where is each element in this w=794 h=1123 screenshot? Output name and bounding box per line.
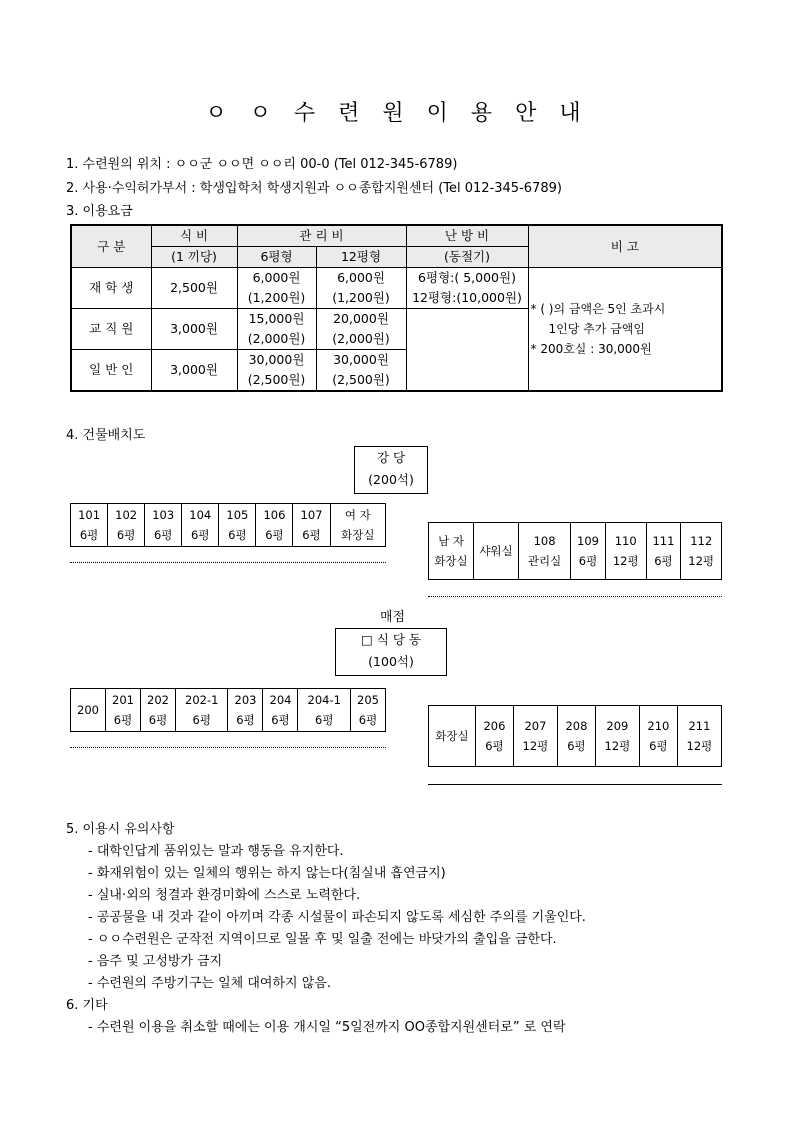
row-heat-empty [406,309,528,392]
floor2-left-rooms [70,688,386,732]
row-label: 재 학 생 [71,268,151,309]
note-cell [528,268,722,392]
etc-item: - 수련원 이용을 취소할 때에는 이용 개시일 “5일전까지 OO종합지원센터로” 로 연락 [88,1020,566,1035]
room-cell: 202-1 6평 [176,689,228,732]
room-cell: 105 6평 [219,504,256,547]
row-12: 20,000원 (2,000원) [316,309,406,350]
divider [428,596,722,597]
divider [428,784,722,785]
header-mgmt: 관 리 비 [237,225,406,247]
header-note: 비 고 [528,225,722,268]
room-cell: 200 [71,689,106,732]
table-row [71,268,722,309]
fee-table [70,224,723,392]
divider [70,562,386,563]
header-meal-sub: (1 끼당) [151,247,237,268]
caution-item: - 화재위험이 있는 일체의 행위는 하지 않는다(침실내 흡연금지) [88,866,446,881]
hall-capacity: (200석) [368,472,414,487]
room-cell: 112 12평 [681,523,722,580]
row-meal: 3,000원 [151,350,237,392]
womens-restroom: 여 자 화장실 [330,504,385,547]
header-meal: 식 비 [151,225,237,247]
room-cell: 209 12평 [595,706,639,767]
row-meal: 3,000원 [151,309,237,350]
row-label: 교 직 원 [71,309,151,350]
room-cell: 104 6평 [182,504,219,547]
department-line: 2. 사용·수익허가부서 : 학생입학처 학생지원과 ㅇㅇ종합지원센터 (Tel 012-345-6789) [66,181,562,196]
row-6: 15,000원 (2,000원) [237,309,316,350]
etc-heading: 6. 기타 [66,998,108,1013]
header-heat: 난 방 비 [406,225,528,247]
caution-item: - 대학인답게 품위있는 말과 행동을 유지한다. [88,844,344,859]
room-cell: 203 6평 [228,689,263,732]
caution-item: - 음주 및 고성방가 금지 [88,954,223,969]
room-cell: 206 6평 [476,706,514,767]
fee-heading: 3. 이용요금 [66,204,133,219]
room-cell: 204-1 6평 [298,689,350,732]
hall-name: 강 당 [376,450,406,465]
room-cell: 208 6평 [557,706,595,767]
row-12: 30,000원 (2,500원) [316,350,406,392]
caution-item: - ㅇㅇ수련원은 군작전 지역이므로 일몰 후 및 일출 전에는 바닷가의 출입을 금한다. [88,932,557,947]
layout-heading: 4. 건물배치도 [66,428,146,443]
header-12: 12평형 [316,247,406,268]
row-6: 30,000원 (2,500원) [237,350,316,392]
room-cell: 207 12평 [513,706,557,767]
cafeteria-name: □ 식 당 동 [361,632,421,647]
room-cell: 101 6평 [71,504,108,547]
room-cell: 110 12평 [605,523,646,580]
note-line: * ( )의 금액은 5인 초과시 [530,302,666,316]
hall-box [354,446,428,494]
page-title: ㅇ ㅇ 수 련 원 이 용 안 내 [205,101,589,126]
room-cell: 103 6평 [145,504,182,547]
floor2-right-rooms [428,705,722,767]
room-cell: 111 6평 [646,523,681,580]
header-heat-sub: (동절기) [406,247,528,268]
cafeteria-capacity: (100석) [368,654,414,669]
header-6: 6평형 [237,247,316,268]
room-cell: 211 12평 [677,706,721,767]
divider [70,747,386,748]
row-6: 6,000원 (1,200원) [237,268,316,309]
room-cell: 205 6평 [350,689,385,732]
row-label: 일 반 인 [71,350,151,392]
caution-item: - 수련원의 주방기구는 일체 대여하지 않음. [88,976,331,991]
room-cell: 204 6평 [263,689,298,732]
room-cell: 108 관리실 [519,523,571,580]
mens-restroom: 남 자 화장실 [429,523,474,580]
room-cell: 210 6평 [639,706,677,767]
caution-item: - 실내·외의 청결과 환경미화에 스스로 노력한다. [88,888,361,903]
row-meal: 2,500원 [151,268,237,309]
shop-label: 매점 [380,610,406,625]
restroom: 화장실 [429,706,476,767]
row-heat: 6평형:( 5,000원) 12평형:(10,000원) [406,268,528,309]
room-cell: 202 6평 [141,689,176,732]
location-line: 1. 수련원의 위치 : ㅇㅇ군 ㅇㅇ면 ㅇㅇ리 00-0 (Tel 012-345-6789) [66,157,458,172]
shower-room: 샤워실 [474,523,519,580]
floor1-right-rooms [428,522,722,580]
room-cell: 107 6평 [293,504,330,547]
cautions-heading: 5. 이용시 유의사항 [66,822,175,837]
cafeteria-box [335,628,447,676]
floor1-left-rooms [70,503,386,547]
room-cell: 102 6평 [108,504,145,547]
room-cell: 201 6평 [106,689,141,732]
room-cell: 106 6평 [256,504,293,547]
note-line: 1인당 추가 금액임 [548,322,645,336]
note-line: * 200호실 : 30,000원 [530,342,652,356]
caution-item: - 공공물을 내 것과 같이 아끼며 각종 시설물이 파손되지 않도록 세심한 주의를 기울인다. [88,910,586,925]
row-12: 6,000원 (1,200원) [316,268,406,309]
header-gubun: 구 분 [71,225,151,268]
room-cell: 109 6평 [571,523,606,580]
